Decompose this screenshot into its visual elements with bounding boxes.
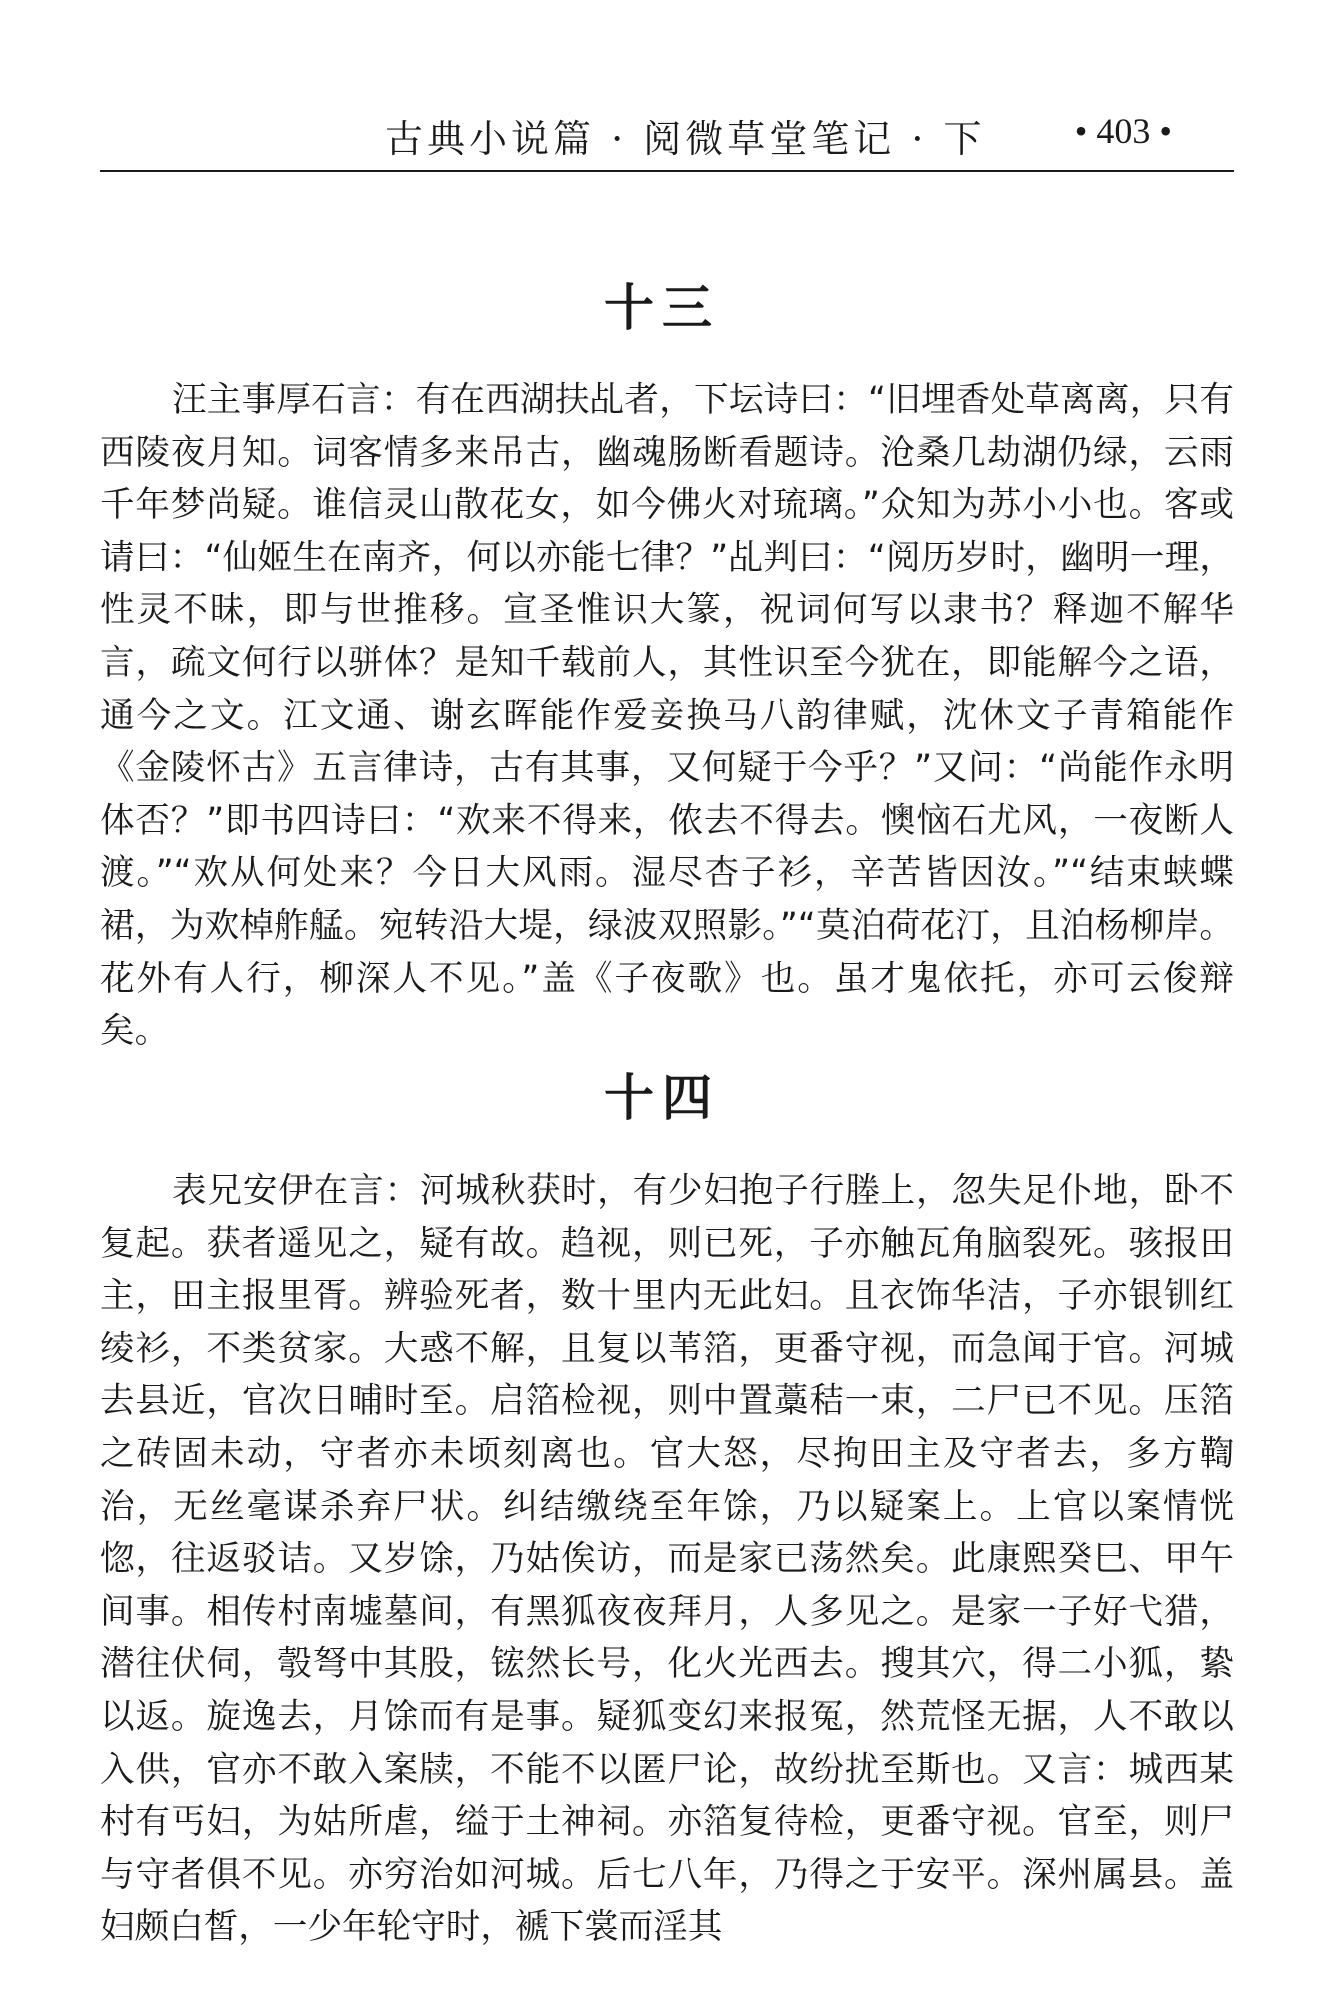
running-title: 古典小说篇 · 阅微草堂笔记 · 下 — [385, 117, 986, 161]
page-header — [100, 108, 1234, 166]
section-heading-14: 十四 — [604, 1069, 720, 1127]
section-text-14: 表兄安伊在言：河城秋获时，有少妇抱子行塍上，忽失足仆地，卧不复起。获者遥见之，疑有故。趋视，则已死，子亦触瓦角脑裂死。骇报田主，田主报里胥。辨验死者，数十里内无此妇。且衣饰华洁，子亦银钏红绫衫，不类贫家。大惑不解，且复以苇箔，更番守视，而急闻于官。河城去县近，官次日晡时至。启箔检视，则中置藁秸一束，二尸已不见。压箔之砖固未动，守者亦未顷刻离也。官大怒，尽拘田主及守者去，多方鞫治，无丝毫谋杀弃尸状。纠结缴绕至年馀，乃以疑案上。上官以案情恍惚，往返驳诘。又岁馀，乃姑俟访，而是家已荡然矣。此康熙癸巳、甲午间事。相传村南墟墓间，有黑狐夜夜拜月，人多见之。是家一子好弋猎，潜往伏伺，彀弩中其股，𬭎然长号，化火光西去。搜其穴，得二小狐，絷以返。旋逸去，月馀而有是事。疑狐变幻来报冤，然荒怪无据，人不敢以入供，官亦不敢入案牍，不能不以匿尸论，故纷扰至斯也。又言：城西某村有丐妇，为姑所虐，缢于土神祠。亦箔复待检，更番守视。官至，则尸与守者俱不见。亦穷治如河城。后七八年，乃得之于安平。深州属县。盖妇颇白皙，一少年轮守时，褫下裳而淫其 — [100, 1171, 1234, 1948]
header-rule — [100, 170, 1234, 172]
section-text-13: 汪主事厚石言：有在西湖扶乩者，下坛诗曰：“旧埋香处草离离，只有西陵夜月知。词客情多来吊古，幽魂肠断看题诗。沧桑几劫湖仍绿，云雨千年梦尚疑。谁信灵山散花女，如今佛火对琉璃。”众知为苏小小也。客或请曰：“仙姬生在南齐，何以亦能七律？”乩判曰：“阅历岁时，幽明一理，性灵不昧，即与世推移。宣圣惟识大篆，祝词何写以隶书？释迦不解华言，疏文何行以骈体？是知千载前人，其性识至今犹在，即能解今之语，通今之文。江文通、谢玄晖能作爱妾换马八韵律赋，沈休文子青箱能作《金陵怀古》五言律诗，古有其事，又何疑于今乎？”又问：“尚能作永明体否？”即书四诗曰：“欢来不得来，侬去不得去。懊恼石尤风，一夜断人渡。”“欢从何处来？今日大风雨。湿尽杏子衫，辛苦皆因汝。”“结束蛱蝶裙，为欢棹舴艋。宛转沿大堤，绿波双照影。”“莫泊荷花汀，且泊杨柳岸。花外有人行，柳深人不见。”盖《子夜歌》也。虽才鬼依托，亦可云俊辩矣。 — [100, 380, 1234, 1052]
section-heading-13: 十三 — [604, 279, 720, 337]
page-number: • 403 • — [1074, 111, 1172, 151]
